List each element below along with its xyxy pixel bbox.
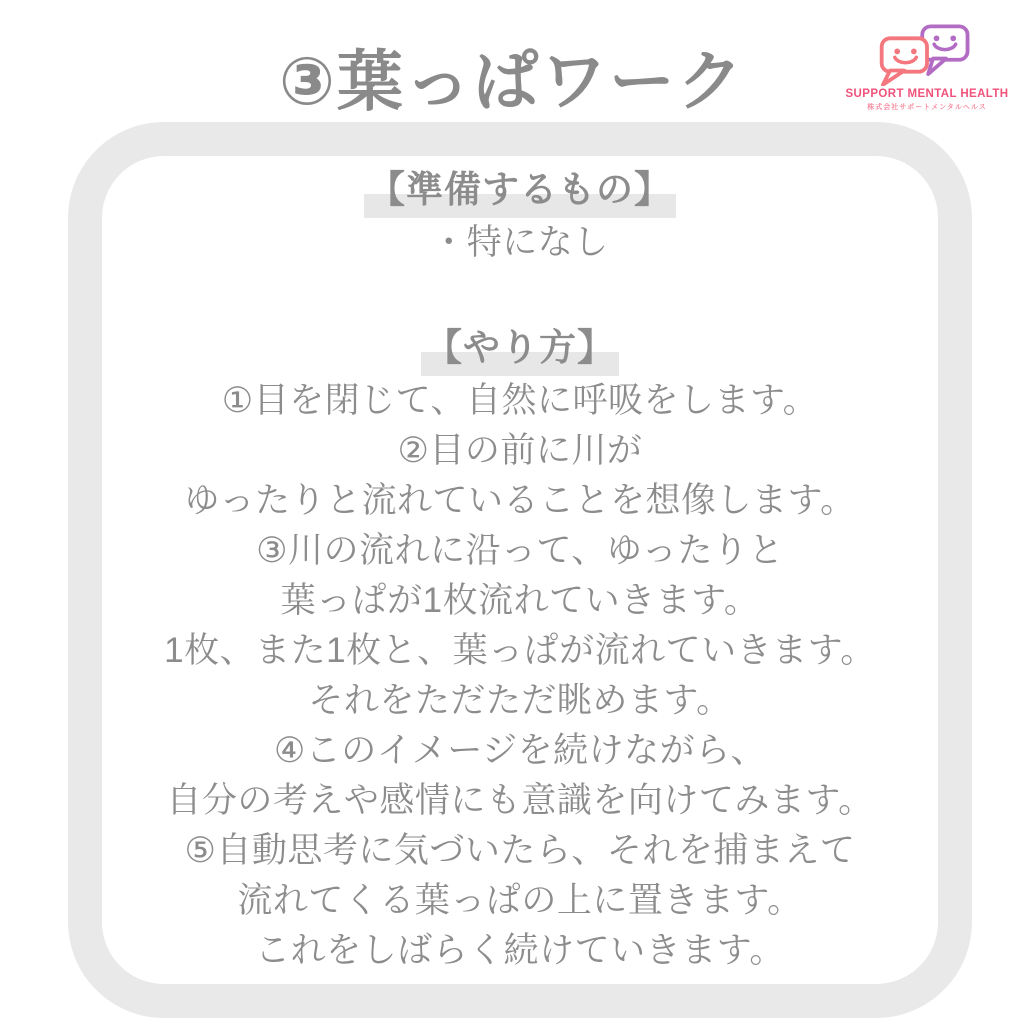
method-step-line: 流れてくる葉っぱの上に置きます。 [237, 881, 803, 920]
smiley-speech-bubbles-icon [867, 24, 987, 86]
method-step-line: ③川の流れに沿って、ゆったりと [256, 531, 784, 570]
logo-company-text: 株式会社サポートメンタルヘルス [867, 104, 987, 111]
method-section-header [102, 323, 938, 376]
method-header-highlight: 【やり方】 [421, 323, 619, 376]
method-step-line: ⑤自動思考に気づいたら、それを捕まえて [184, 831, 856, 870]
method-step-line: ①目を閉じて、自然に呼吸をします。 [221, 381, 819, 420]
instruction-card-content [102, 156, 938, 976]
page-title: ③葉っぱワーク [279, 44, 745, 118]
method-step-line: 自分の考えや感情にも意識を向けてみます。 [166, 781, 874, 820]
method-step-line: それをただただ眺めます。 [308, 681, 732, 720]
method-step-line: ②目の前に川が [397, 431, 643, 470]
method-step-line: 1枚、また1枚と、葉っぱが流れていきます。 [164, 631, 876, 670]
method-step-line: ゆったりと流れていることを想像します。 [184, 481, 856, 520]
method-step-line: ④このイメージを続けながら、 [273, 731, 767, 770]
method-step-line: 葉っぱが1枚流れていきます。 [280, 581, 760, 620]
logo-brand-text: SUPPORT MENTAL HEALTH [845, 88, 1009, 100]
prepare-item: ・特になし [431, 223, 609, 262]
method-step-line: これをしばらく続けていきます。 [255, 931, 785, 970]
instruction-card [68, 122, 972, 1018]
support-mental-health-logo [843, 24, 1011, 112]
prepare-header-highlight: 【準備するもの】 [364, 165, 676, 218]
section-gap [102, 268, 938, 323]
prepare-section-header [102, 165, 938, 218]
